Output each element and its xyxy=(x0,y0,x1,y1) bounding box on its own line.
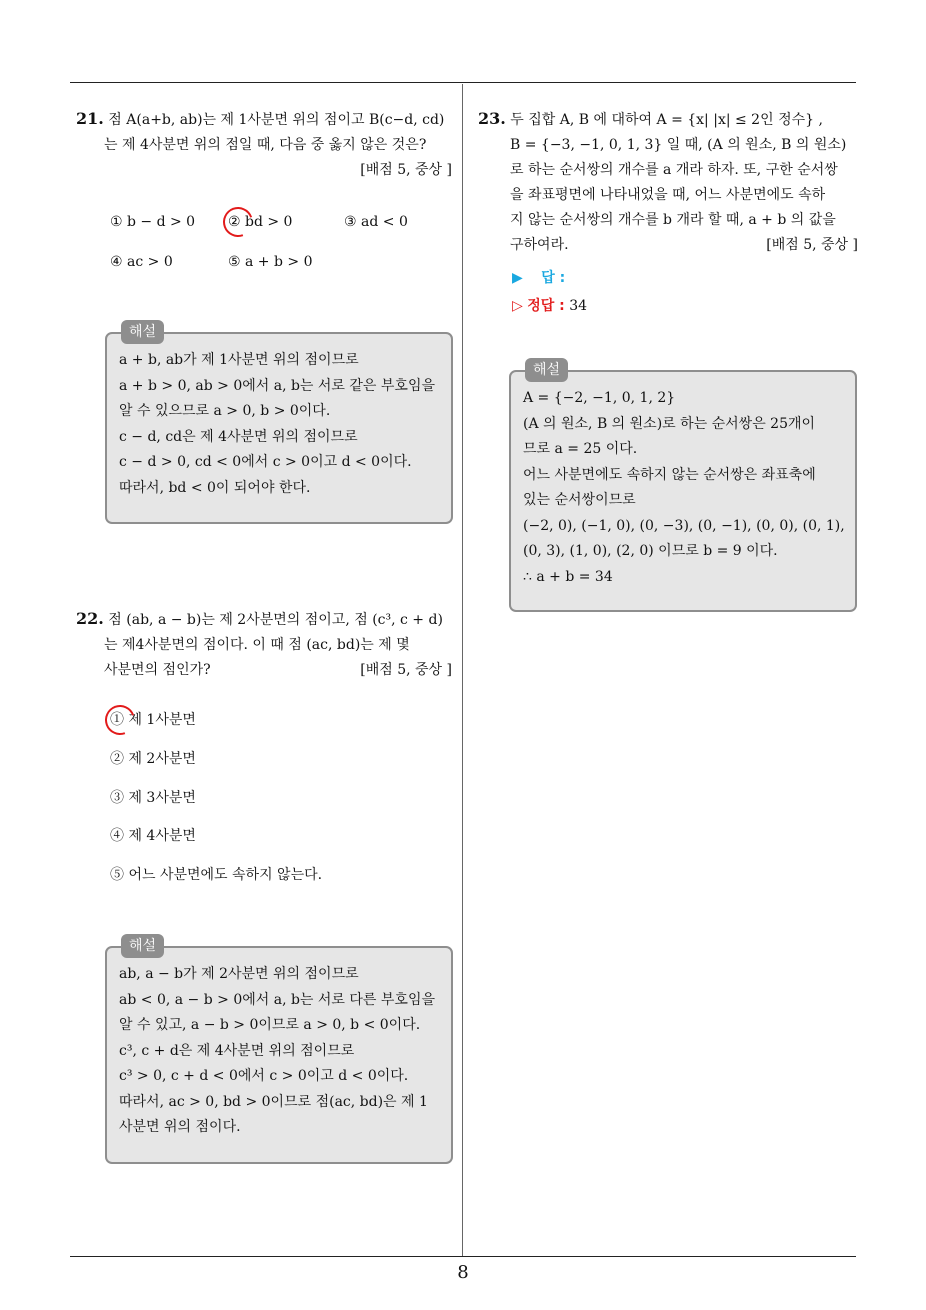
choice-3[interactable]: ③ ad < 0 xyxy=(344,214,408,230)
solution-line: 따라서, bd < 0이 되어야 한다. xyxy=(119,479,311,496)
correct-answer-row xyxy=(512,292,587,320)
solution-line: 므로 a = 25 이다. xyxy=(523,441,638,457)
correct-answer-label: 정답 : xyxy=(527,298,565,314)
question-text-line: 점 A(a+b, ab)는 제 1사분면 위의 점이고 B(c−d, cd) xyxy=(108,112,445,128)
question-text-line: 지 않는 순서쌍의 개수를 b 개라 할 때, a + b 의 값을 xyxy=(510,212,836,228)
question-text-line: 는 제 4사분면 위의 점일 때, 다음 중 옳지 않은 것은? xyxy=(104,137,427,153)
solution-line: c³, c + d은 제 4사분면 위의 점이므로 xyxy=(119,1042,355,1059)
page-number: 8 xyxy=(457,1262,469,1283)
question-number: 21. xyxy=(76,109,104,128)
question-text-line: 점 (ab, a − b)는 제 2사분면의 점이고, 점 (c³, c + d) xyxy=(108,612,443,628)
solution-line: (0, 3), (1, 0), (2, 0) 이므로 b = 9 이다. xyxy=(523,543,778,559)
solution-line: 어느 사분면에도 속하지 않는 순서쌍은 좌표축에 xyxy=(523,466,816,483)
solution-box-21 xyxy=(105,324,453,524)
solution-tag: 해설 xyxy=(121,320,164,344)
solution-line: ∴ a + b = 34 xyxy=(523,568,613,585)
top-rule xyxy=(70,82,856,83)
score-difficulty: [배점 5, 중상 ] xyxy=(360,162,452,178)
solution-line: a + b > 0, ab > 0에서 a, b는 서로 같은 부호임을 xyxy=(119,377,435,394)
solution-box-23 xyxy=(509,362,857,612)
choice-4[interactable]: ④ ac > 0 xyxy=(110,254,173,270)
selected-circle-mark xyxy=(100,700,140,740)
answer-row xyxy=(512,264,565,292)
choice-2[interactable]: ② bd > 0 xyxy=(228,212,292,232)
solution-line: 있는 순서쌍이므로 xyxy=(523,492,636,508)
solution-line: c − d, cd은 제 4사분면 위의 점이므로 xyxy=(119,428,358,445)
solution-line: 사분면 위의 점이다. xyxy=(119,1119,241,1135)
question-text-line: 두 집합 A, B 에 대하여 A = {x| |x| ≤ 2인 정수} , xyxy=(510,112,823,128)
question-text-line: 로 하는 순서쌍의 개수를 a 개라 하자. 또, 구한 순서쌍 xyxy=(510,162,838,178)
choice-3[interactable]: ③ 제 3사분면 xyxy=(110,790,196,806)
choice-5[interactable]: ⑤ a + b > 0 xyxy=(228,254,313,270)
solution-line: A = {−2, −1, 0, 1, 2} xyxy=(523,390,676,406)
choice-1[interactable]: ① 제 1사분면 xyxy=(110,710,196,730)
question-text-line: 을 좌표평면에 나타내었을 때, 어느 사분면에도 속하 xyxy=(510,187,826,203)
solution-line: 알 수 있으므로 a > 0, b > 0이다. xyxy=(119,403,331,419)
solution-box-22 xyxy=(105,938,453,1164)
question-text-line: 사분면의 점인가? xyxy=(104,662,211,678)
answer-label: 답 : xyxy=(541,270,566,286)
solution-line: (A 의 원소, B 의 원소)로 하는 순서쌍은 25개이 xyxy=(523,415,816,432)
column-divider xyxy=(462,84,463,1256)
question-number: 23. xyxy=(478,109,506,128)
score-difficulty: [배점 5, 중상 ] xyxy=(360,662,452,678)
question-23 xyxy=(478,106,858,258)
play-arrow-icon: ▶ xyxy=(512,270,523,286)
bottom-rule xyxy=(70,1256,856,1257)
solution-line: 알 수 있고, a − b > 0이므로 a > 0, b < 0이다. xyxy=(119,1017,421,1033)
solution-tag: 해설 xyxy=(525,358,568,382)
outline-arrow-icon: ▷ xyxy=(512,298,523,314)
solution-line: ab < 0, a − b > 0에서 a, b는 서로 다른 부호임을 xyxy=(119,991,435,1008)
choice-2[interactable]: ② 제 2사분면 xyxy=(110,751,196,767)
correct-answer-value: 34 xyxy=(569,298,588,314)
question-text-line: 구하여라. xyxy=(510,237,569,253)
solution-tag: 해설 xyxy=(121,934,164,958)
choice-4[interactable]: ④ 제 4사분면 xyxy=(110,828,196,844)
choice-1[interactable]: ① b − d > 0 xyxy=(110,214,196,230)
question-22 xyxy=(76,606,452,683)
choice-5[interactable]: ⑤ 어느 사분면에도 속하지 않는다. xyxy=(110,867,323,883)
question-text-line: 는 제4사분면의 점이다. 이 때 점 (ac, bd)는 제 몇 xyxy=(104,637,410,653)
question-number: 22. xyxy=(76,609,104,628)
solution-line: ab, a − b가 제 2사분면 위의 점이므로 xyxy=(119,966,359,982)
question-21 xyxy=(76,106,452,183)
solution-line: 따라서, ac > 0, bd > 0이므로 점(ac, bd)은 제 1 xyxy=(119,1093,428,1110)
solution-line: c − d > 0, cd < 0에서 c > 0이고 d < 0이다. xyxy=(119,454,412,470)
score-difficulty: [배점 5, 중상 ] xyxy=(766,237,858,253)
solution-line: a + b, ab가 제 1사분면 위의 점이므로 xyxy=(119,352,359,368)
solution-line: c³ > 0, c + d < 0에서 c > 0이고 d < 0이다. xyxy=(119,1068,409,1084)
solution-line: (−2, 0), (−1, 0), (0, −3), (0, −1), (0, 0), (0, 1), xyxy=(523,517,845,534)
selected-circle-mark xyxy=(218,202,258,242)
question-text-line: B = {−3, −1, 0, 1, 3} 일 때, (A 의 원소, B 의 원소) xyxy=(510,137,847,153)
